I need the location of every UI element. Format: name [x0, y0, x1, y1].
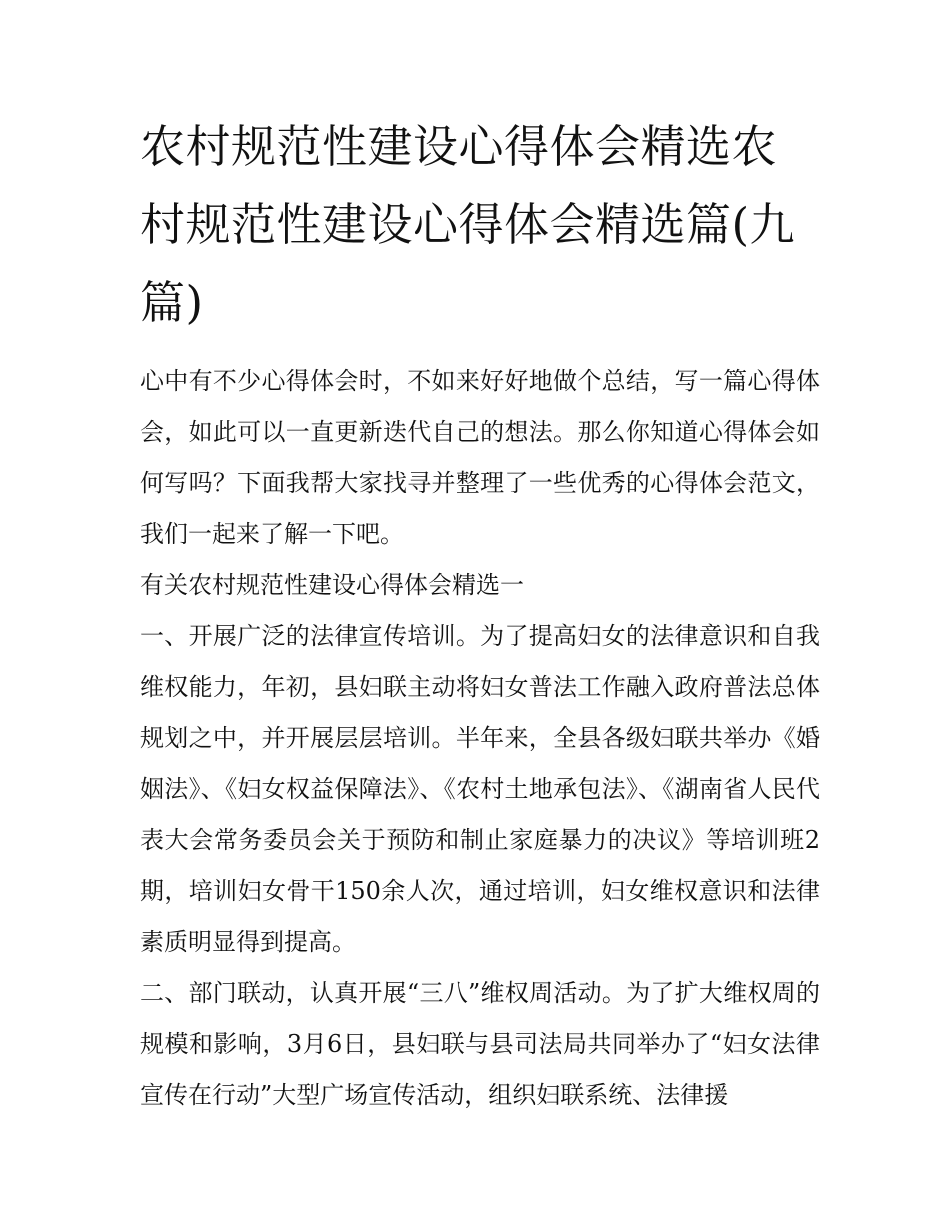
document-content — [140, 108, 820, 1121]
intro-paragraph: 心中有不少心得体会时，不如来好好地做个总结，写一篇心得体会，如此可以一直更新迭代自己的想法。那么你知道心得体会如何写吗？下面我帮大家找寻并整理了一些优秀的心得体会范文，我们一起来了解一下吧。 — [140, 367, 820, 548]
body-paragraph-1: 一、开展广泛的法律宣传培训。为了提高妇女的法律意识和自我维权能力，年初，县妇联主动将妇女普法工作融入政府普法总体规划之中，并开展层层培训。半年来，全县各级妇联共举办《婚姻法》、《妇女权益保障法》、《农村土地承包法》、《湖南省人民代表大会常务委员会关于预防和制止家庭暴力的决议》等培训班2期，培训妇女骨干150余人次，通过培训，妇女维权意识和法律素质明显得到提高。 — [140, 622, 820, 956]
document-title: 农村规范性建设心得体会精选农村规范性建设心得体会精选篇(九篇) — [140, 120, 796, 329]
body-paragraph-2: 二、部门联动，认真开展“三八”维权周活动。为了扩大维权周的规模和影响，3月6日，县妇联与县司法局共同举办了“妇女法律宣传在行动”大型广场宣传活动，组织妇联系统、法律援 — [140, 979, 820, 1109]
section-heading: 有关农村规范性建设心得体会精选一 — [140, 571, 524, 599]
